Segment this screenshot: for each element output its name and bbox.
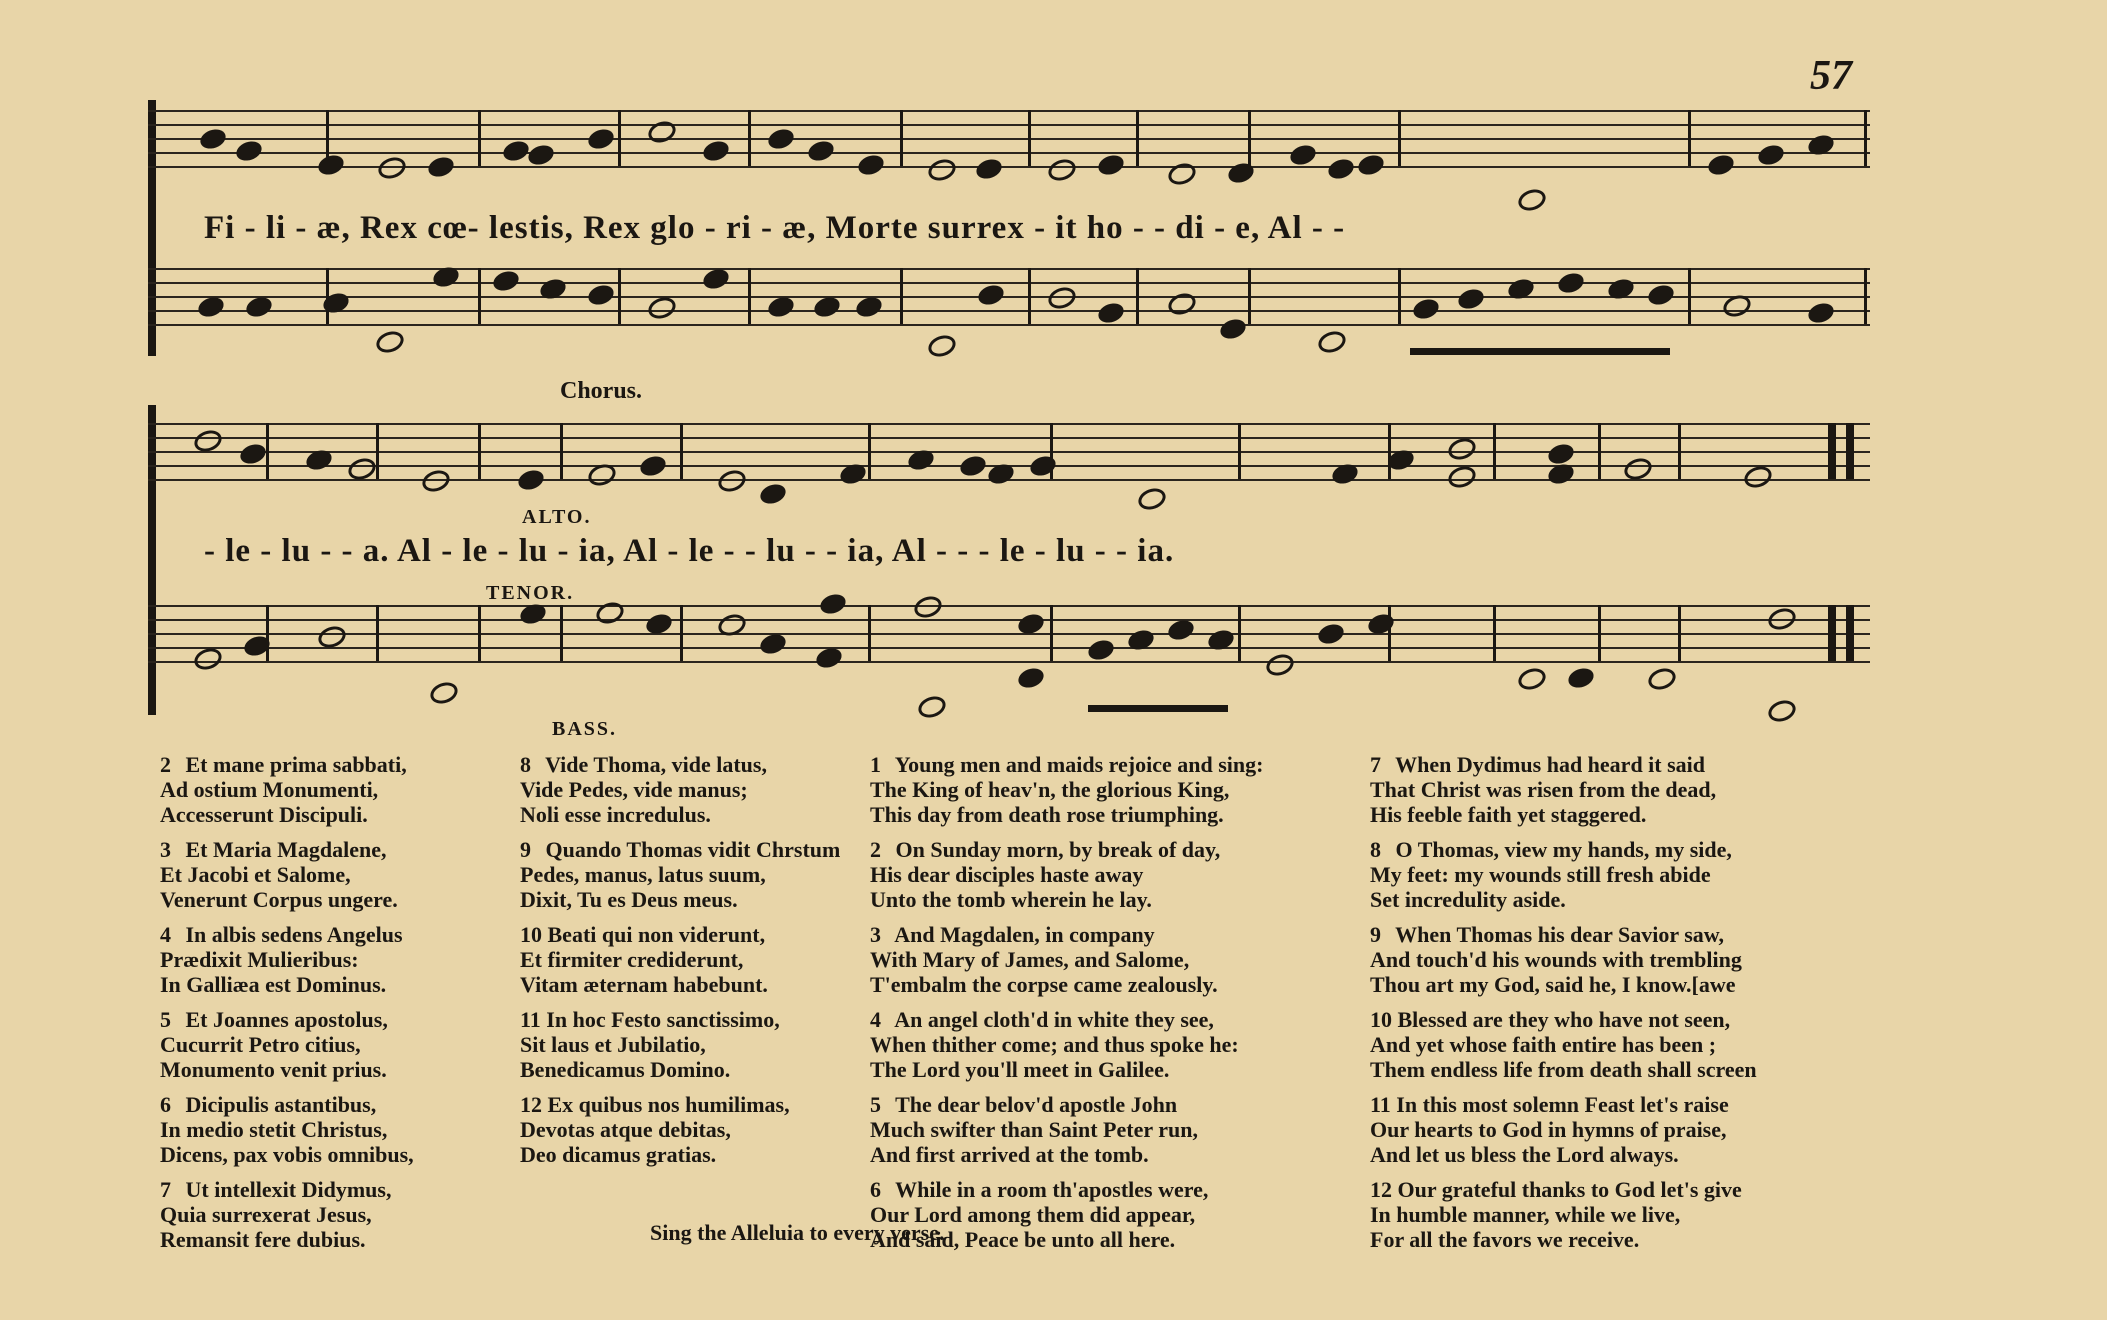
note [915,693,948,721]
note [758,481,789,507]
note [1566,665,1597,691]
verse: 3 And Magdalen, in company With Mary of James, and Salome, T'embalm the corpse came zealously. [870,922,1218,997]
lyrics-line-1: Fi - li - æ, Rex cœ- lestis, Rex glo - ri - æ, Morte surrex - it ho - - di - e, Al - - [204,210,1346,246]
beam [1088,705,1228,712]
music-system-1 [148,100,1870,356]
verse: 10 Beati qui non viderunt, Et firmiter crediderunt, Vitam æternam habebunt. [520,922,768,997]
verse: 11 In this most solemn Feast let's raise Our hearts to God in hymns of praise, And let us bless the Lord always. [1370,1092,1729,1167]
verse: 6 While in a room th'apostles were, Our Lord among them did appear, And said, Peace be unto all here. [870,1177,1209,1252]
footer-note: Sing the Alleluia to every verse. [650,1220,945,1245]
verse-column-english-2 [1370,752,1800,1262]
verse-column-english-1 [870,752,1300,1262]
verse: 2 Et mane prima sabbati, Ad ostium Monumenti, Accesserunt Discipuli. [160,752,407,827]
beam [1410,348,1670,355]
note [1315,328,1348,356]
verse: 10 Blessed are they who have not seen, And yet whose faith entire has been ; Them endless life from death shall screen [1370,1007,1757,1082]
treble-staff [148,110,1870,166]
note [1765,697,1798,725]
chorus-label: Chorus. [560,378,643,404]
verse: 2 On Sunday morn, by break of day, His dear disciples haste away Unto the tomb wherein he lay. [870,837,1221,912]
verse: 7 When Dydimus had heard it said That Christ was risen from the dead, His feeble faith yet staggered. [1370,752,1717,827]
verse: 12 Our grateful thanks to God let's give In humble manner, while we live, For all the favors we receive. [1370,1177,1742,1252]
tenor-label: TENOR. [486,582,575,604]
verse: 5 The dear belov'd apostle John Much swifter than Saint Peter run, And first arrived at the tomb. [870,1092,1198,1167]
verses [160,752,1900,1252]
verse: 9 Quando Thomas vidit Chrstum Pedes, manus, latus suum, Dixit, Tu es Deus meus. [520,837,841,912]
verse: 4 In albis sedens Angelus Prædixit Mulieribus: In Galliæa est Dominus. [160,922,403,997]
bass-label: BASS. [552,718,618,740]
lyrics-line-2: - le - lu - - a. Al - le - lu - ia, Al - le - - lu - - ia, Al - - - le - lu - - ia. [204,533,1175,569]
note [925,332,958,360]
note [427,679,460,707]
verse: 8 O Thomas, view my hands, my side, My feet: my wounds still fresh abide Set incredulity aside. [1370,837,1732,912]
note [1135,485,1168,513]
verse: 3 Et Maria Magdalene, Et Jacobi et Salome, Venerunt Corpus ungere. [160,837,398,912]
verse: 5 Et Joannes apostolus, Cucurrit Petro citius, Monumento venit prius. [160,1007,388,1082]
note [1016,665,1047,691]
alto-label: ALTO. [522,506,592,528]
note [1645,665,1678,693]
bass-staff [148,605,1870,661]
verse: 9 When Thomas his dear Savior saw, And touch'd his wounds with trembling Thou art my God, said he, I know.[awe [1370,922,1742,997]
note [1515,665,1548,693]
verse: 7 Ut intellexit Didymus, Quia surrexerat Jesus, Remansit fere dubius. [160,1177,392,1252]
verse: 11 In hoc Festo sanctissimo, Sit laus et Jubilatio, Benedicamus Domino. [520,1007,780,1082]
verse: 12 Ex quibus nos humilimas, Devotas atque debitas, Deo dicamus gratias. [520,1092,790,1167]
verse: 1 Young men and maids rejoice and sing: The King of heav'n, the glorious King, This day from death rose triumphing. [870,752,1264,827]
verse: 6 Dicipulis astantibus, In medio stetit Christus, Dicens, pax vobis omnibus, [160,1092,414,1167]
verse: 4 An angel cloth'd in white they see, When thither come; and thus spoke he: The Lord you'll meet in Galilee. [870,1007,1239,1082]
page-number: 57 [1810,53,1852,99]
verse: 8 Vide Thoma, vide latus, Vide Pedes, vide manus; Noli esse incredulus. [520,752,767,827]
note [373,328,406,356]
music-system-2 [148,405,1870,715]
